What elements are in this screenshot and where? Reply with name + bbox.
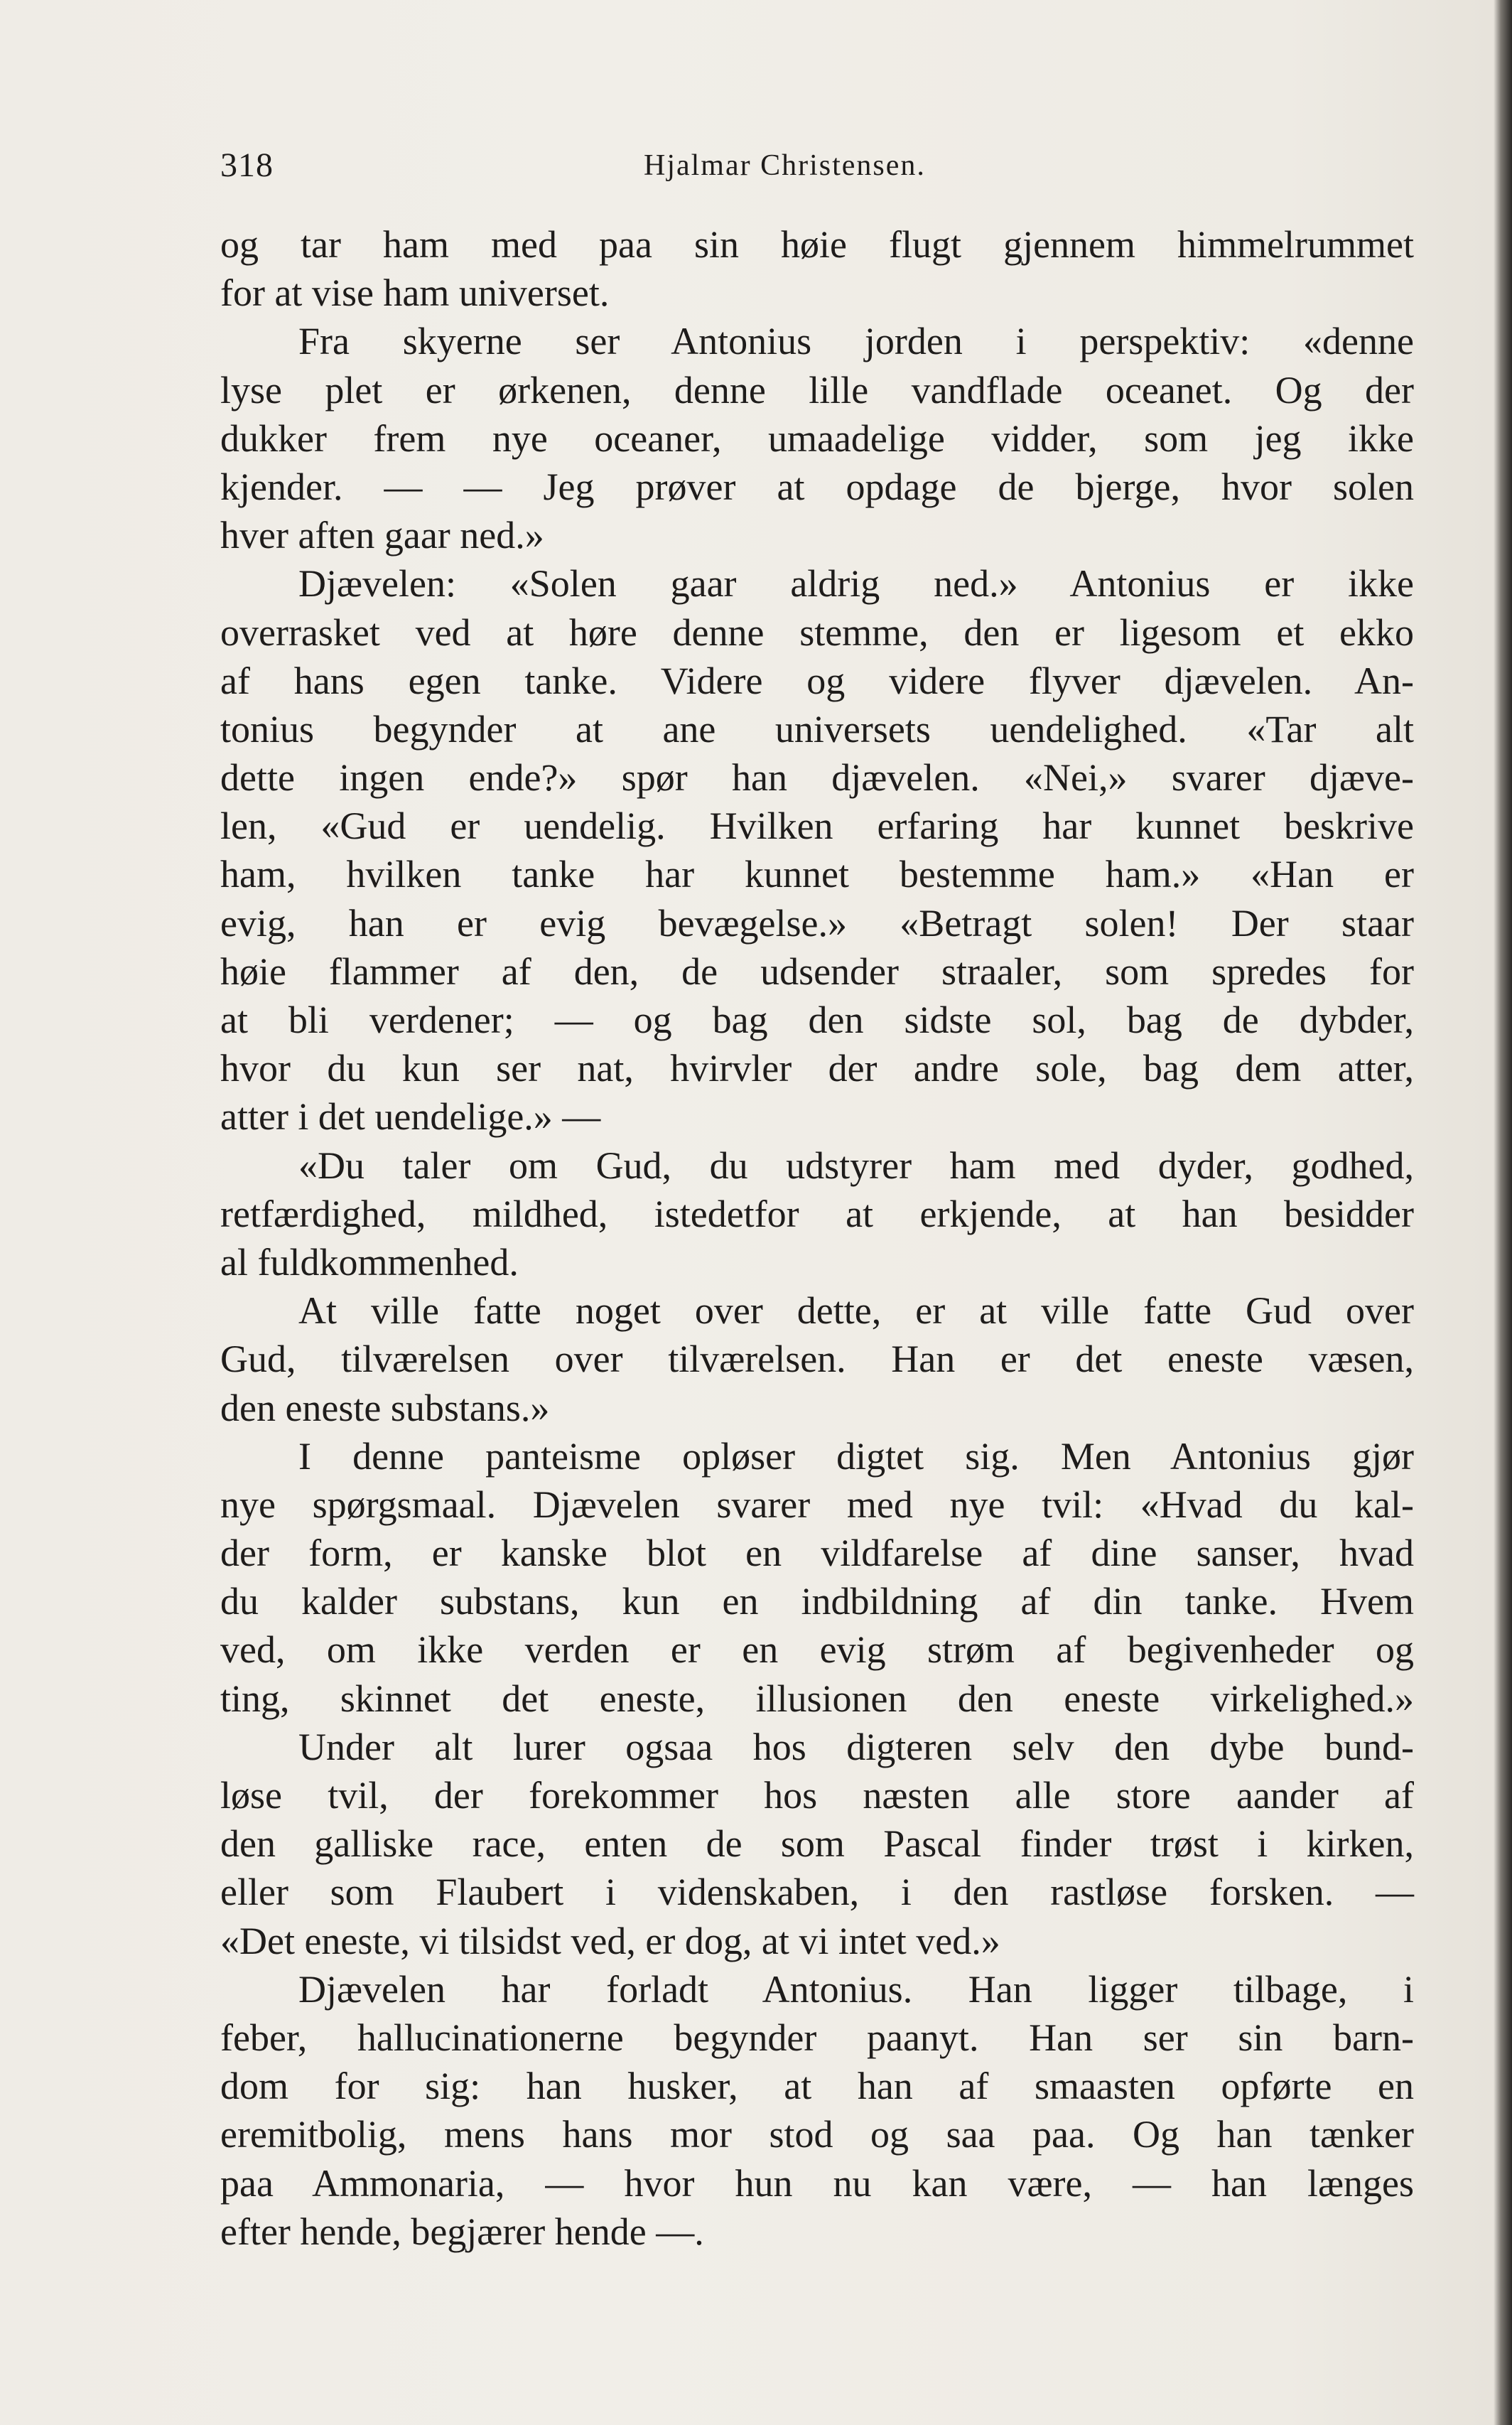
text-line: ham, hvilken tanke har kunnet bestemme ham.» «Han er	[220, 853, 1414, 896]
text-line: «Du taler om Gud, du udstyrer ham med dyder, godhed,	[298, 1144, 1414, 1187]
text-line: atter i det uendelige.» —	[220, 1095, 601, 1139]
text-line: evig, han er evig bevægelse.» «Betragt solen! Der staar	[220, 901, 1414, 945]
page-number: 318	[220, 146, 274, 184]
text-line: høie flammer af den, de udsender straaler, som spredes for	[220, 950, 1414, 993]
text-line: den galliske race, enten de som Pascal finder trøst i kirken,	[220, 1822, 1414, 1866]
text-line: dette ingen ende?» spør han djævelen. «Nei,» svarer djæve-	[220, 756, 1414, 800]
text-line: for at vise ham universet.	[220, 271, 610, 315]
text-line: eller som Flaubert i videnskaben, i den rastløse forsken. —	[220, 1871, 1414, 1914]
text-line: tonius begynder at ane universets uendelighed. «Tar alt	[220, 707, 1414, 751]
page-header	[220, 146, 1414, 195]
text-line: hver aften gaar ned.»	[220, 514, 544, 557]
text-line: ved, om ikke verden er en evig strøm af begivenheder og	[220, 1628, 1414, 1672]
text-line: Gud, tilværelsen over tilværelsen. Han er det eneste væsen,	[220, 1338, 1414, 1381]
text-line: dom for sig: han husker, at han af smaasten opførte en	[220, 2065, 1414, 2108]
body-text	[220, 220, 1414, 2256]
text-line: lyse plet er ørkenen, denne lille vandflade oceanet. Og der	[220, 368, 1414, 412]
text-line: der form, er kanske blot en vildfarelse af dine sanser, hvad	[220, 1532, 1414, 1575]
text-line: dukker frem nye oceaner, umaadelige vidder, som jeg ikke	[220, 416, 1414, 460]
text-line: hvor du kun ser nat, hvirvler der andre sole, bag dem atter,	[220, 1047, 1414, 1090]
text-line: feber, hallucinationerne begynder paanyt. Han ser sin barn-	[220, 2016, 1414, 2059]
text-line: eremitbolig, mens hans mor stod og saa paa. Og han tænker	[220, 2113, 1414, 2156]
running-head: Hjalmar Christensen.	[644, 149, 926, 182]
text-line: I denne panteisme opløser digtet sig. Men Antonius gjør	[298, 1434, 1414, 1478]
text-line: kjender. — — Jeg prøver at opdage de bjerge, hvor solen	[220, 465, 1414, 508]
text-line: af hans egen tanke. Videre og videre flyver djævelen. An-	[220, 659, 1414, 702]
text-line: «Det eneste, vi tilsidst ved, er dog, at vi intet ved.»	[220, 1919, 1000, 1962]
text-line: At ville fatte noget over dette, er at ville fatte Gud over	[298, 1289, 1414, 1333]
text-line: og tar ham med paa sin høie flugt gjennem himmelrummet	[220, 223, 1414, 266]
text-line: Fra skyerne ser Antonius jorden i perspektiv: «denne	[298, 320, 1414, 363]
text-line: du kalder substans, kun en indbildning af din tanke. Hvem	[220, 1580, 1414, 1623]
text-line: len, «Gud er uendelig. Hvilken erfaring har kunnet beskrive	[220, 805, 1414, 848]
text-line: paa Ammonaria, — hvor hun nu kan være, — han længes	[220, 2161, 1414, 2205]
text-line: Djævelen har forladt Antonius. Han ligger tilbage, i	[298, 1967, 1414, 2011]
text-line: efter hende, begjærer hende —.	[220, 2210, 704, 2253]
text-line: retfærdighed, mildhed, istedetfor at erkjende, at han besidder	[220, 1192, 1414, 1235]
page-edge-shadow	[1494, 0, 1512, 2425]
text-line: at bli verdener; — og bag den sidste sol, bag de dybder,	[220, 999, 1414, 1041]
text-line: Under alt lurer ogsaa hos digteren selv den dybe bund-	[298, 1725, 1414, 1768]
text-line: overrasket ved at høre denne stemme, den er ligesom et ekko	[220, 611, 1414, 654]
text-line: Djævelen: «Solen gaar aldrig ned.» Antonius er ikke	[298, 562, 1414, 606]
text-line: al fuldkommenhed.	[220, 1240, 519, 1284]
text-line: den eneste substans.»	[220, 1386, 550, 1429]
text-line: løse tvil, der forekommer hos næsten alle store aander af	[220, 1774, 1414, 1817]
text-line: ting, skinnet det eneste, illusionen den eneste virkelighed.»	[220, 1677, 1414, 1720]
text-line: nye spørgsmaal. Djævelen svarer med nye tvil: «Hvad du kal-	[220, 1483, 1414, 1526]
